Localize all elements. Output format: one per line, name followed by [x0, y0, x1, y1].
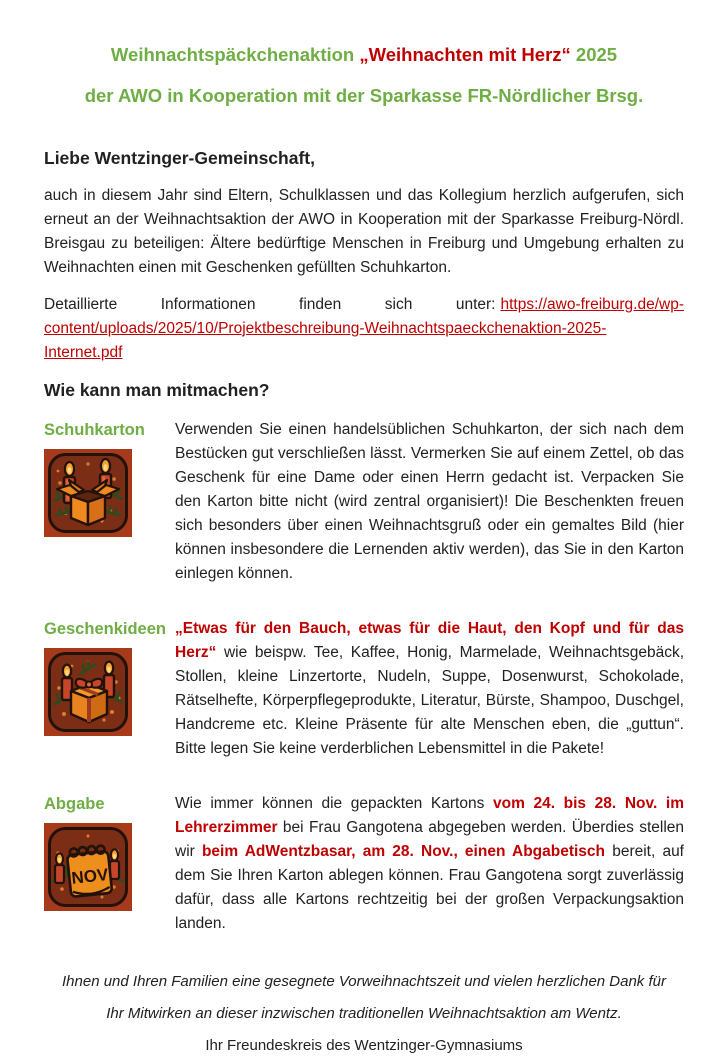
calendar-icon	[44, 823, 132, 911]
section-schuhkarton	[44, 418, 684, 586]
shoebox-icon	[44, 449, 132, 537]
gift-icon	[44, 648, 132, 736]
section-text-geschenkideen: „Etwas für den Bauch, etwas für die Haut, den Kopf und für das Herz“ wie beispw. Tee, Kaffee, Honig, Marmelade, Weihnachtsgebäck, Stollen, kleine Linzertorte, Nudeln, Suppe, Dosenwurst, Schokolade, Rätselhefte, Körperpflegeprodukte, Literatur, Bürste, Shampoo, Duschgel, Handcreme etc. Kleine Präsente für alte Menschen eben, die „guttun“. Bitte legen Sie keine verderblichen Lebensmittel in die Pakete!	[175, 620, 684, 757]
calendar-month-label: NOV	[70, 865, 110, 888]
section-label-schuhkarton: Schuhkarton	[44, 421, 145, 439]
footer-blessing-line-2: Ihr Mitwirken an dieser inzwischen traditionellen Weihnachtsaktion am Wentz.	[106, 1005, 622, 1022]
greeting-heading: Liebe Wentzinger-Gemeinschaft,	[44, 148, 315, 168]
awo-info-link[interactable]: https://awo-freiburg.de/wp-content/uploads/2025/10/Projektbeschreibung-Weihnachtspaeckchenaktion-2025-Internet.pdf	[44, 296, 684, 361]
title-line-1: Weihnachtspäckchenaktion „Weihnachten mit Herz“ 2025	[110, 44, 618, 65]
footer-blessing-line-1: Ihnen und Ihren Familien eine gesegnete Vorweihnachtszeit und vielen herzlichen Dank für	[62, 973, 666, 990]
gift-box	[71, 679, 107, 722]
intro-paragraph: auch in diesem Jahr sind Eltern, Schulklassen und das Kollegium herzlich aufgerufen, sich erneut an der Weihnachtsaktion der AWO in Kooperation mit der Sparkasse Freiburg-Nördl. Breisgau zu beteiligen: Ältere bedürftige Menschen in Freiburg und Umgebung erhalten zu Weihnachten einen mit Geschenken gefüllten Schuhkarton.	[44, 187, 684, 276]
section-text-schuhkarton: Verwenden Sie einen handelsüblichen Schuhkarton, der sich nach dem Bestücken gut verschließen lässt. Vermerken Sie auf einem Zettel, ob das Geschenk für eine Dame oder einen Herrn gedacht ist. Verpacken Sie den Karton bitte nicht (wird zentral organisiert)! Die Beschenkten freuen sich besonders über einen Weihnachtsgruß oder ein gemaltes Bild (hier können insbesondere die Lernenden aktiv werden), das Sie in den Karton einlegen können.	[175, 421, 684, 582]
info-paragraph	[44, 293, 684, 365]
section-label-geschenkideen: Geschenkideen	[44, 620, 166, 638]
footer-signature: Ihr Freundeskreis des Wentzinger-Gymnasiums	[205, 1037, 523, 1054]
candle-left	[55, 853, 64, 883]
section-abgabe	[44, 792, 684, 936]
howto-heading: Wie kann man mitmachen?	[44, 380, 270, 400]
section-geschenkideen	[44, 617, 684, 761]
title-line-2: der AWO in Kooperation mit der Sparkasse FR-Nördlicher Brsg.	[84, 85, 644, 106]
section-label-abgabe: Abgabe	[44, 795, 105, 813]
info-prefix-text: Detaillierte Informationen finden sich unter:	[44, 296, 496, 313]
section-text-abgabe: Wie immer können die gepackten Kartons vom 24. bis 28. Nov. im Lehrerzimmer bei Frau Gangotena abgegeben werden. Überdies stellen wir beim AdWentzbasar, am 28. Nov., einen Abgabetisch bereit, auf dem Sie Ihren Karton ablegen können. Frau Gangotena sorgt zuverlässig dafür, dass alle Kartons rechtzeitig bei der großen Verpackungsaktion landen.	[175, 795, 684, 932]
